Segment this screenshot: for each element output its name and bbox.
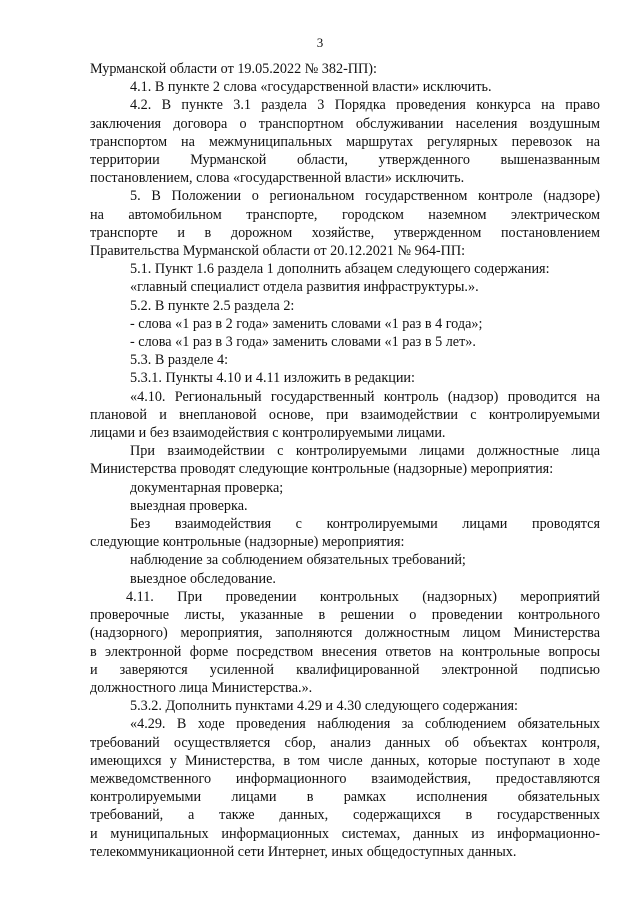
text-line: Без взаимодействия с контролируемыми лицами проводятся [130,516,600,533]
text-line: лицами и без взаимодействия с контролируемыми лицами. [90,425,446,442]
text-line: 5.3.2. Дополнить пунктами 4.29 и 4.30 следующего содержания: [130,698,518,715]
text-line: постановлением, слова «государственной власти» исключить. [90,170,465,187]
text-line: заключения договора о транспортном обслуживании населения воздушным [90,115,600,132]
text-line: 4.1. В пункте 2 слова «государственной власти» исключить. [130,79,492,96]
text-line: должностного лица Министерства.». [90,679,313,696]
text-line: проверочные листы, указанные в решении о проведении контрольного [90,607,600,624]
text-line: выездная проверка. [130,497,248,514]
text-line: выездное обследование. [130,570,276,587]
text-line: (надзорного) мероприятия, заполняются должностным лицом Министерства [90,625,600,642]
text-line: «главный специалист отдела развития инфраструктуры.». [130,279,479,296]
text-line: на автомобильном транспорте, городском наземном электрическом [90,206,600,223]
text-line: Правительства Мурманской области от 20.12.2021 № 964-ПП: [90,243,466,260]
text-line: 5. В Положении о региональном государственном контроле (надзоре) [130,188,600,205]
text-line: плановой и внеплановой основе, при взаимодействии с контролируемыми [90,406,600,423]
text-line: 5.3. В разделе 4: [130,352,229,369]
text-line: межведомственного информационного взаимодействия, предоставляются [90,770,600,787]
text-line: - слова «1 раз в 3 года» заменить словами «1 раз в 5 лет». [130,334,476,351]
text-line: документарная проверка; [130,479,284,496]
text-line: транспортом на межмуниципальных маршрутах регулярных перевозок на [90,133,600,150]
text-line: следующие контрольные (надзорные) мероприятия: [90,534,405,551]
text-line: 4.2. В пункте 3.1 раздела 3 Порядка проведения конкурса на право [130,97,600,114]
text-line: и заверяются усиленной квалифицированной электронной подписью [90,661,600,678]
text-line: транспорте и в дорожном хозяйстве, утвержденном постановлением [90,224,600,241]
text-line: контролируемыми лицами в рамках исполнения обязательных [90,789,600,806]
text-line: наблюдение за соблюдением обязательных требований; [130,552,466,569]
text-line: территории Мурманской области, утвержденного вышеназванным [90,152,600,169]
text-line: «4.29. В ходе проведения наблюдения за соблюдением обязательных [130,716,600,733]
text-line: «4.10. Региональный государственный контроль (надзор) проводится на [130,388,600,405]
text-line: 5.3.1. Пункты 4.10 и 4.11 изложить в редакции: [130,370,415,387]
text-line: имеющихся у Министерства, в том числе данных, которые поступают в ходе [90,752,600,769]
text-line: 4.11. При проведении контрольных (надзорных) мероприятий [126,588,600,605]
text-line: в электронной форме посредством внесения ответов на контрольные вопросы [90,643,600,660]
text-line: Мурманской области от 19.05.2022 № 382-ПП): [90,61,377,77]
text-line: 5.1. Пункт 1.6 раздела 1 дополнить абзацем следующего содержания: [130,261,550,278]
text-line: 5.2. В пункте 2.5 раздела 2: [130,297,295,314]
page-number: 3 [316,35,324,50]
text-line: требований, а также данных, содержащихся в государственных [90,807,600,824]
text-line: телекоммуникационной сети Интернет, иных общедоступных данных. [90,843,517,860]
text-line: - слова «1 раз в 2 года» заменить словами «1 раз в 4 года»; [130,315,483,332]
text-line: требований осуществляется сбор, анализ данных об объектах контроля, [90,734,600,751]
text-line: При взаимодействии с контролируемыми лицами должностные лица [130,443,600,460]
text-line: Министерства проводят следующие контрольные (надзорные) мероприятия: [90,461,554,478]
text-line: и муниципальных информационных системах, данных из информационно- [90,825,600,842]
document-body [90,60,600,861]
